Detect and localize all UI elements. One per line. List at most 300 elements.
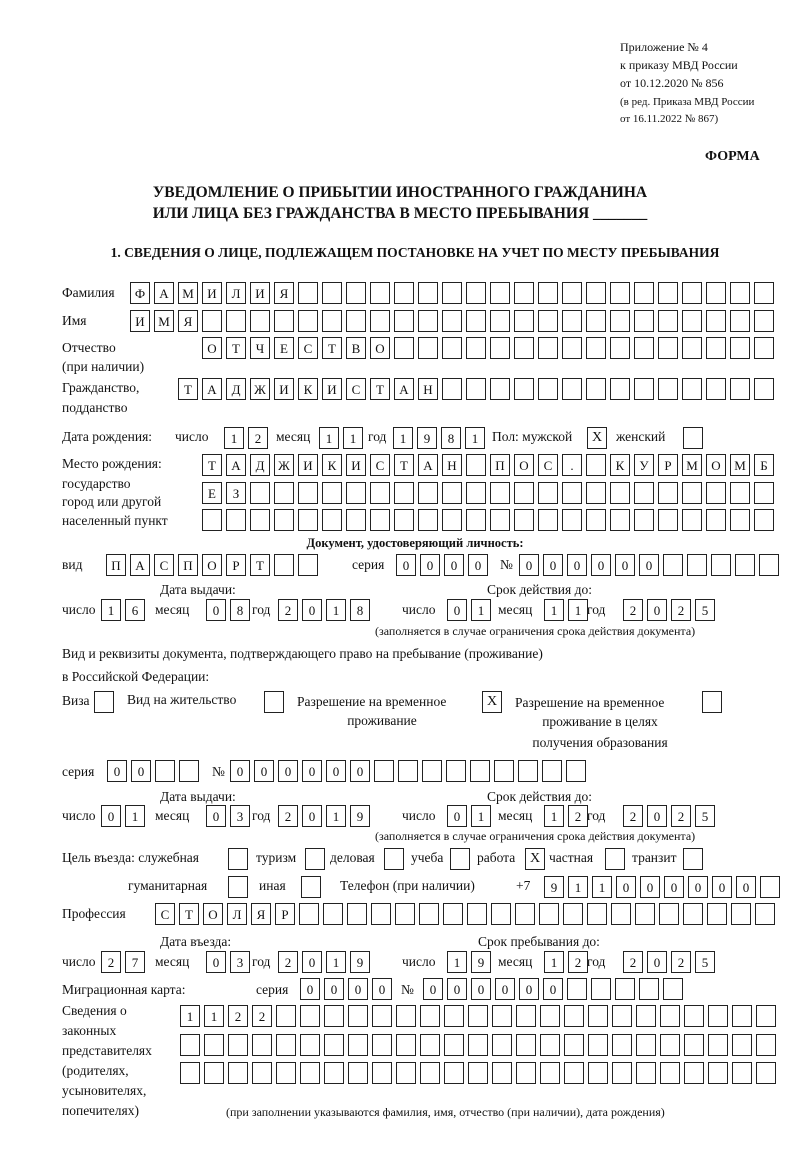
char-cell[interactable]: 1	[204, 1005, 224, 1027]
char-cell[interactable]	[732, 1062, 752, 1084]
char-cell[interactable]	[562, 337, 582, 359]
char-cell[interactable]	[731, 903, 751, 925]
char-cell[interactable]	[754, 310, 774, 332]
char-cell[interactable]	[634, 378, 654, 400]
char-cell[interactable]	[514, 310, 534, 332]
char-cell[interactable]	[276, 1005, 296, 1027]
char-cell[interactable]	[516, 1034, 536, 1056]
char-cell[interactable]: 9	[471, 951, 491, 973]
char-cell[interactable]	[635, 903, 655, 925]
char-cell[interactable]	[180, 1062, 200, 1084]
char-cell[interactable]: 1	[447, 951, 467, 973]
char-cell[interactable]: Н	[442, 454, 462, 476]
char-cell[interactable]	[564, 1034, 584, 1056]
char-cell[interactable]: 1	[544, 805, 564, 827]
char-cell[interactable]	[658, 337, 678, 359]
char-cell[interactable]: О	[202, 337, 222, 359]
char-cell[interactable]: 0	[278, 760, 298, 782]
char-cell[interactable]	[202, 310, 222, 332]
char-cell[interactable]	[228, 1062, 248, 1084]
char-cell[interactable]	[639, 978, 659, 1000]
char-cell[interactable]: 2	[623, 951, 643, 973]
valid-day-field[interactable]	[447, 805, 491, 827]
char-cell[interactable]	[610, 310, 630, 332]
char-cell[interactable]	[564, 1062, 584, 1084]
char-cell[interactable]: Л	[226, 282, 246, 304]
char-cell[interactable]: Е	[274, 337, 294, 359]
char-cell[interactable]	[250, 509, 270, 531]
char-cell[interactable]	[711, 554, 731, 576]
char-cell[interactable]: Ч	[250, 337, 270, 359]
char-cell[interactable]	[346, 482, 366, 504]
char-cell[interactable]	[466, 282, 486, 304]
purpose-private-checkbox[interactable]	[605, 848, 625, 870]
char-cell[interactable]: С	[370, 454, 390, 476]
char-cell[interactable]	[658, 509, 678, 531]
char-cell[interactable]	[398, 760, 418, 782]
valid-day-field[interactable]	[447, 599, 491, 621]
char-cell[interactable]	[564, 1005, 584, 1027]
char-cell[interactable]: 2	[671, 599, 691, 621]
char-cell[interactable]	[420, 1034, 440, 1056]
char-cell[interactable]	[610, 482, 630, 504]
char-cell[interactable]	[466, 378, 486, 400]
char-cell[interactable]: 0	[101, 805, 121, 827]
char-cell[interactable]	[636, 1005, 656, 1027]
char-cell[interactable]: 0	[131, 760, 151, 782]
char-cell[interactable]	[322, 310, 342, 332]
char-cell[interactable]: 0	[444, 554, 464, 576]
char-cell[interactable]	[683, 903, 703, 925]
char-cell[interactable]	[562, 509, 582, 531]
char-cell[interactable]: 0	[206, 805, 226, 827]
char-cell[interactable]	[298, 554, 318, 576]
char-cell[interactable]: И	[322, 378, 342, 400]
char-cell[interactable]: Р	[275, 903, 295, 925]
char-cell[interactable]	[300, 1062, 320, 1084]
char-cell[interactable]	[540, 1005, 560, 1027]
char-cell[interactable]	[658, 282, 678, 304]
char-cell[interactable]	[515, 903, 535, 925]
entry-year-field[interactable]	[278, 951, 370, 973]
char-cell[interactable]: Я	[251, 903, 271, 925]
char-cell[interactable]: 1	[326, 951, 346, 973]
sex-male-checkbox[interactable]: X	[587, 427, 607, 449]
char-cell[interactable]: 0	[206, 599, 226, 621]
char-cell[interactable]	[730, 282, 750, 304]
char-cell[interactable]: Л	[227, 903, 247, 925]
char-cell[interactable]: 1	[319, 427, 339, 449]
char-cell[interactable]: 1	[465, 427, 485, 449]
char-cell[interactable]: 3	[230, 805, 250, 827]
char-cell[interactable]: 0	[647, 951, 667, 973]
char-cell[interactable]	[298, 310, 318, 332]
char-cell[interactable]	[516, 1005, 536, 1027]
char-cell[interactable]	[250, 310, 270, 332]
char-cell[interactable]	[347, 903, 367, 925]
char-cell[interactable]: Я	[178, 310, 198, 332]
char-cell[interactable]	[732, 1034, 752, 1056]
char-cell[interactable]	[636, 1034, 656, 1056]
char-cell[interactable]: 2	[623, 599, 643, 621]
char-cell[interactable]: И	[202, 282, 222, 304]
char-cell[interactable]	[492, 1005, 512, 1027]
char-cell[interactable]	[586, 482, 606, 504]
purpose-humanitarian-checkbox[interactable]	[228, 876, 248, 898]
char-cell[interactable]: 8	[350, 599, 370, 621]
char-cell[interactable]: К	[298, 378, 318, 400]
char-cell[interactable]	[514, 378, 534, 400]
char-cell[interactable]	[422, 760, 442, 782]
char-cell[interactable]	[562, 282, 582, 304]
char-cell[interactable]	[442, 337, 462, 359]
char-cell[interactable]	[443, 903, 463, 925]
char-cell[interactable]	[687, 554, 707, 576]
char-cell[interactable]: 0	[591, 554, 611, 576]
entry-day-field[interactable]	[101, 951, 145, 973]
char-cell[interactable]: 0	[302, 805, 322, 827]
char-cell[interactable]: 0	[302, 599, 322, 621]
char-cell[interactable]: М	[178, 282, 198, 304]
char-cell[interactable]	[588, 1005, 608, 1027]
char-cell[interactable]: И	[250, 282, 270, 304]
char-cell[interactable]	[324, 1034, 344, 1056]
char-cell[interactable]	[663, 978, 683, 1000]
char-cell[interactable]	[754, 482, 774, 504]
char-cell[interactable]: 2	[671, 951, 691, 973]
surname-field[interactable]	[130, 282, 774, 304]
char-cell[interactable]	[274, 482, 294, 504]
char-cell[interactable]	[418, 282, 438, 304]
char-cell[interactable]: О	[370, 337, 390, 359]
char-cell[interactable]: П	[178, 554, 198, 576]
char-cell[interactable]: 0	[468, 554, 488, 576]
char-cell[interactable]: 1	[224, 427, 244, 449]
purpose-study-checkbox[interactable]	[450, 848, 470, 870]
char-cell[interactable]: И	[298, 454, 318, 476]
char-cell[interactable]	[540, 1062, 560, 1084]
char-cell[interactable]	[706, 509, 726, 531]
char-cell[interactable]	[612, 1034, 632, 1056]
char-cell[interactable]	[298, 482, 318, 504]
char-cell[interactable]: 0	[447, 599, 467, 621]
char-cell[interactable]	[658, 310, 678, 332]
stay-series-field[interactable]	[107, 760, 199, 782]
char-cell[interactable]	[586, 454, 606, 476]
char-cell[interactable]	[754, 509, 774, 531]
char-cell[interactable]: 8	[230, 599, 250, 621]
char-cell[interactable]	[396, 1034, 416, 1056]
char-cell[interactable]	[682, 509, 702, 531]
char-cell[interactable]: 0	[107, 760, 127, 782]
char-cell[interactable]: Я	[274, 282, 294, 304]
char-cell[interactable]	[514, 482, 534, 504]
char-cell[interactable]: 0	[519, 978, 539, 1000]
char-cell[interactable]: М	[154, 310, 174, 332]
char-cell[interactable]	[708, 1005, 728, 1027]
char-cell[interactable]	[274, 509, 294, 531]
char-cell[interactable]: З	[226, 482, 246, 504]
char-cell[interactable]	[634, 310, 654, 332]
char-cell[interactable]	[202, 509, 222, 531]
char-cell[interactable]	[708, 1062, 728, 1084]
char-cell[interactable]: С	[298, 337, 318, 359]
char-cell[interactable]	[323, 903, 343, 925]
char-cell[interactable]: 0	[712, 876, 732, 898]
char-cell[interactable]	[660, 1062, 680, 1084]
char-cell[interactable]	[466, 509, 486, 531]
char-cell[interactable]	[394, 337, 414, 359]
char-cell[interactable]: О	[706, 454, 726, 476]
char-cell[interactable]	[756, 1034, 776, 1056]
char-cell[interactable]: Ф	[130, 282, 150, 304]
char-cell[interactable]	[538, 482, 558, 504]
char-cell[interactable]	[588, 1062, 608, 1084]
char-cell[interactable]: 0	[736, 876, 756, 898]
char-cell[interactable]	[442, 282, 462, 304]
char-cell[interactable]	[659, 903, 679, 925]
char-cell[interactable]	[730, 509, 750, 531]
char-cell[interactable]	[372, 1062, 392, 1084]
char-cell[interactable]: 0	[647, 599, 667, 621]
char-cell[interactable]: Т	[250, 554, 270, 576]
char-cell[interactable]: 0	[230, 760, 250, 782]
valid-month-field[interactable]	[544, 805, 588, 827]
doc-number-field[interactable]	[519, 554, 779, 576]
char-cell[interactable]: 0	[688, 876, 708, 898]
char-cell[interactable]	[591, 978, 611, 1000]
representatives-row-2[interactable]	[180, 1034, 776, 1056]
char-cell[interactable]	[494, 760, 514, 782]
char-cell[interactable]	[467, 903, 487, 925]
char-cell[interactable]	[586, 337, 606, 359]
char-cell[interactable]	[470, 760, 490, 782]
char-cell[interactable]	[760, 876, 780, 898]
purpose-other-checkbox[interactable]	[301, 876, 321, 898]
char-cell[interactable]: К	[322, 454, 342, 476]
valid-month-field[interactable]	[544, 599, 588, 621]
char-cell[interactable]	[394, 482, 414, 504]
char-cell[interactable]	[419, 903, 439, 925]
purpose-business-checkbox[interactable]	[384, 848, 404, 870]
char-cell[interactable]	[466, 454, 486, 476]
char-cell[interactable]	[756, 1062, 776, 1084]
char-cell[interactable]	[538, 509, 558, 531]
char-cell[interactable]	[682, 282, 702, 304]
char-cell[interactable]	[300, 1034, 320, 1056]
citizenship-field[interactable]	[178, 378, 774, 400]
char-cell[interactable]	[374, 760, 394, 782]
char-cell[interactable]: Р	[658, 454, 678, 476]
birth-place-row-3[interactable]	[202, 509, 774, 531]
name-field[interactable]	[130, 310, 774, 332]
char-cell[interactable]	[759, 554, 779, 576]
char-cell[interactable]	[684, 1062, 704, 1084]
char-cell[interactable]	[660, 1005, 680, 1027]
char-cell[interactable]	[420, 1062, 440, 1084]
visa-checkbox[interactable]	[94, 691, 114, 713]
char-cell[interactable]	[563, 903, 583, 925]
char-cell[interactable]	[298, 282, 318, 304]
char-cell[interactable]	[682, 482, 702, 504]
char-cell[interactable]	[518, 760, 538, 782]
char-cell[interactable]	[444, 1062, 464, 1084]
char-cell[interactable]	[346, 509, 366, 531]
char-cell[interactable]	[730, 482, 750, 504]
char-cell[interactable]	[586, 378, 606, 400]
char-cell[interactable]: 1	[326, 805, 346, 827]
trp-edu-checkbox[interactable]	[702, 691, 722, 713]
char-cell[interactable]: О	[514, 454, 534, 476]
char-cell[interactable]	[490, 482, 510, 504]
char-cell[interactable]	[492, 1034, 512, 1056]
char-cell[interactable]	[634, 509, 654, 531]
char-cell[interactable]	[754, 378, 774, 400]
char-cell[interactable]: В	[346, 337, 366, 359]
char-cell[interactable]	[514, 509, 534, 531]
char-cell[interactable]: 0	[447, 978, 467, 1000]
char-cell[interactable]: М	[730, 454, 750, 476]
char-cell[interactable]	[155, 760, 175, 782]
char-cell[interactable]	[562, 482, 582, 504]
char-cell[interactable]	[706, 378, 726, 400]
char-cell[interactable]: 2	[623, 805, 643, 827]
char-cell[interactable]	[491, 903, 511, 925]
char-cell[interactable]	[418, 509, 438, 531]
char-cell[interactable]	[682, 378, 702, 400]
char-cell[interactable]	[446, 760, 466, 782]
char-cell[interactable]: О	[202, 554, 222, 576]
char-cell[interactable]	[587, 903, 607, 925]
char-cell[interactable]: Б	[754, 454, 774, 476]
char-cell[interactable]	[706, 482, 726, 504]
char-cell[interactable]	[490, 282, 510, 304]
char-cell[interactable]	[730, 310, 750, 332]
char-cell[interactable]: А	[418, 454, 438, 476]
char-cell[interactable]: 1	[568, 876, 588, 898]
char-cell[interactable]: 0	[647, 805, 667, 827]
char-cell[interactable]: 2	[252, 1005, 272, 1027]
migration-series-field[interactable]	[300, 978, 392, 1000]
issue-year-field[interactable]	[278, 805, 370, 827]
char-cell[interactable]	[346, 282, 366, 304]
char-cell[interactable]: С	[346, 378, 366, 400]
doc-series-field[interactable]	[396, 554, 488, 576]
purpose-transit-checkbox[interactable]	[683, 848, 703, 870]
char-cell[interactable]: 3	[230, 951, 250, 973]
char-cell[interactable]	[442, 310, 462, 332]
valid-year-field[interactable]	[623, 805, 715, 827]
char-cell[interactable]: 1	[544, 599, 564, 621]
char-cell[interactable]	[490, 337, 510, 359]
char-cell[interactable]	[615, 978, 635, 1000]
char-cell[interactable]	[514, 337, 534, 359]
char-cell[interactable]: 1	[101, 599, 121, 621]
char-cell[interactable]	[274, 310, 294, 332]
char-cell[interactable]: 0	[519, 554, 539, 576]
char-cell[interactable]	[444, 1005, 464, 1027]
migration-number-field[interactable]	[423, 978, 683, 1000]
stay-day-field[interactable]	[447, 951, 491, 973]
char-cell[interactable]	[180, 1034, 200, 1056]
char-cell[interactable]: 0	[350, 760, 370, 782]
char-cell[interactable]	[539, 903, 559, 925]
char-cell[interactable]	[300, 1005, 320, 1027]
trp-checkbox[interactable]: X	[482, 691, 502, 713]
char-cell[interactable]: Ж	[274, 454, 294, 476]
birth-place-row-1[interactable]	[202, 454, 774, 476]
char-cell[interactable]: Д	[250, 454, 270, 476]
char-cell[interactable]: 2	[278, 599, 298, 621]
char-cell[interactable]: 9	[544, 876, 564, 898]
char-cell[interactable]	[756, 1005, 776, 1027]
valid-year-field[interactable]	[623, 599, 715, 621]
char-cell[interactable]: 1	[180, 1005, 200, 1027]
char-cell[interactable]: 1	[125, 805, 145, 827]
char-cell[interactable]	[538, 337, 558, 359]
char-cell[interactable]: 0	[664, 876, 684, 898]
char-cell[interactable]: И	[130, 310, 150, 332]
char-cell[interactable]: .	[562, 454, 582, 476]
char-cell[interactable]	[418, 482, 438, 504]
char-cell[interactable]	[755, 903, 775, 925]
char-cell[interactable]: 0	[543, 978, 563, 1000]
char-cell[interactable]: Е	[202, 482, 222, 504]
char-cell[interactable]: 6	[125, 599, 145, 621]
char-cell[interactable]	[276, 1034, 296, 1056]
char-cell[interactable]: 0	[640, 876, 660, 898]
birth-day-field[interactable]	[224, 427, 268, 449]
char-cell[interactable]: 2	[568, 805, 588, 827]
char-cell[interactable]	[586, 310, 606, 332]
char-cell[interactable]: О	[203, 903, 223, 925]
char-cell[interactable]: 5	[695, 599, 715, 621]
char-cell[interactable]	[538, 310, 558, 332]
char-cell[interactable]: А	[130, 554, 150, 576]
char-cell[interactable]	[566, 760, 586, 782]
char-cell[interactable]	[418, 310, 438, 332]
char-cell[interactable]: А	[226, 454, 246, 476]
char-cell[interactable]: 2	[278, 805, 298, 827]
char-cell[interactable]	[706, 282, 726, 304]
profession-field[interactable]	[155, 903, 775, 925]
issue-month-field[interactable]	[206, 805, 250, 827]
char-cell[interactable]: Н	[418, 378, 438, 400]
char-cell[interactable]: Т	[322, 337, 342, 359]
issue-day-field[interactable]	[101, 599, 145, 621]
char-cell[interactable]	[226, 509, 246, 531]
char-cell[interactable]: 1	[592, 876, 612, 898]
char-cell[interactable]	[226, 310, 246, 332]
char-cell[interactable]: 2	[101, 951, 121, 973]
char-cell[interactable]	[634, 482, 654, 504]
char-cell[interactable]: Ж	[250, 378, 270, 400]
representatives-row-3[interactable]	[180, 1062, 776, 1084]
char-cell[interactable]: 0	[372, 978, 392, 1000]
char-cell[interactable]	[611, 903, 631, 925]
char-cell[interactable]	[372, 1005, 392, 1027]
purpose-tourism-checkbox[interactable]	[305, 848, 325, 870]
char-cell[interactable]	[442, 482, 462, 504]
char-cell[interactable]	[252, 1062, 272, 1084]
char-cell[interactable]	[372, 1034, 392, 1056]
char-cell[interactable]	[468, 1062, 488, 1084]
char-cell[interactable]	[732, 1005, 752, 1027]
char-cell[interactable]: 0	[396, 554, 416, 576]
char-cell[interactable]	[490, 378, 510, 400]
char-cell[interactable]: 1	[471, 599, 491, 621]
purpose-official-checkbox[interactable]	[228, 848, 248, 870]
